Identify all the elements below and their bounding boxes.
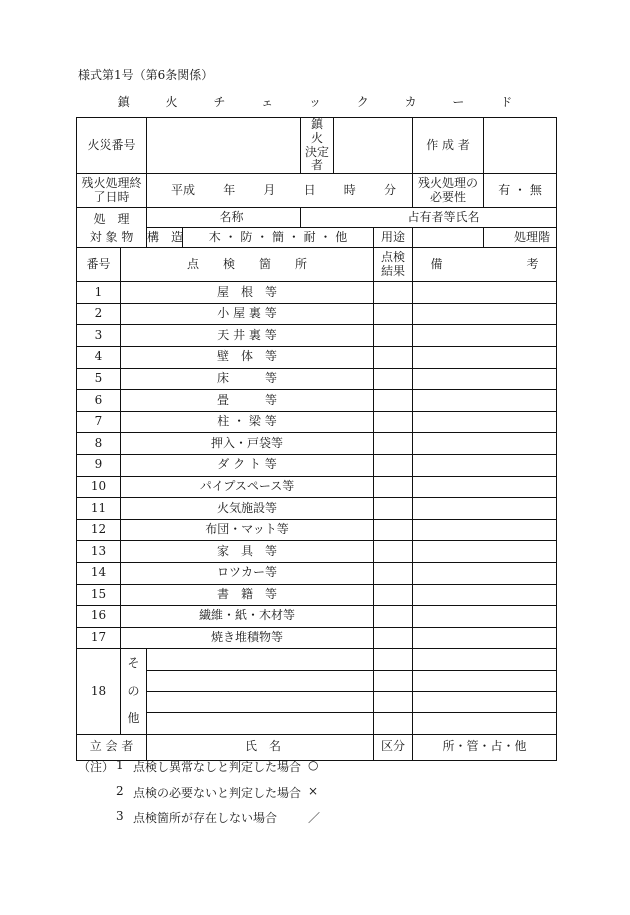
inspection-number: 3 (77, 325, 121, 347)
other-result-field[interactable] (374, 692, 413, 713)
note-text: 点検し異常なしと判定した場合 (133, 760, 302, 774)
inspection-location: 書 籍 等 (121, 584, 374, 606)
other-location-field[interactable] (147, 649, 374, 670)
inspection-remarks-field[interactable] (413, 346, 557, 368)
inspection-row (77, 606, 557, 628)
hour-unit: 時 (343, 182, 356, 197)
other-result-field[interactable] (374, 670, 413, 691)
month-unit: 月 (263, 182, 276, 197)
other-location-field[interactable] (147, 692, 374, 713)
inspection-remarks-field[interactable] (413, 454, 557, 476)
inspection-location: 繊維・紙・木材等 (121, 606, 374, 628)
inspection-remarks-field[interactable] (413, 325, 557, 347)
col-header-location: 点 検 箇 所 (121, 248, 374, 282)
other-location-field[interactable] (147, 670, 374, 691)
inspection-result-field[interactable] (374, 498, 413, 520)
inspection-result-field[interactable] (374, 454, 413, 476)
inspection-remarks-field[interactable] (413, 498, 557, 520)
other-location-field[interactable] (147, 713, 374, 734)
inspection-result-field[interactable] (374, 303, 413, 325)
inspection-remarks-field[interactable] (413, 411, 557, 433)
inspection-row (77, 303, 557, 325)
document-title: 鎮 火 チ ェ ッ ク カ ー ド (117, 95, 529, 109)
inspection-row (77, 627, 557, 649)
inspection-number: 17 (77, 627, 121, 649)
finish-datetime-field[interactable] (147, 174, 413, 208)
note-number: 1 (116, 758, 124, 772)
inspection-number: 15 (77, 584, 121, 606)
use-label: 用途 (374, 228, 413, 248)
occupant-field[interactable] (301, 208, 557, 228)
inspection-location: 畳 等 (121, 390, 374, 412)
inspection-row (77, 346, 557, 368)
necessity-label: 残火処理の 必要性 (413, 174, 484, 208)
inspection-result-field[interactable] (374, 476, 413, 498)
inspection-result-field[interactable] (374, 411, 413, 433)
inspection-result-field[interactable] (374, 390, 413, 412)
inspection-result-field[interactable] (374, 433, 413, 455)
inspection-location: 火気施設等 (121, 498, 374, 520)
structure-label: 構 造 (147, 228, 183, 248)
inspection-number: 7 (77, 411, 121, 433)
floor-label: 処理階 (514, 229, 551, 244)
inspection-remarks-field[interactable] (413, 433, 557, 455)
other-number: 18 (77, 649, 121, 735)
inspection-result-field[interactable] (374, 562, 413, 584)
witness-label: 立 会 者 (77, 734, 147, 760)
inspection-number: 14 (77, 562, 121, 584)
use-field[interactable] (413, 228, 484, 248)
note-text: 点検の必要ないと判定した場合 (133, 786, 302, 800)
inspection-location: 床 等 (121, 368, 374, 390)
inspection-number: 5 (77, 368, 121, 390)
inspection-row (77, 519, 557, 541)
inspection-remarks-field[interactable] (413, 627, 557, 649)
floor-field[interactable] (484, 228, 557, 248)
inspection-number: 11 (77, 498, 121, 520)
inspection-number: 4 (77, 346, 121, 368)
inspection-remarks-field[interactable] (413, 282, 557, 304)
inspection-number: 16 (77, 606, 121, 628)
inspection-row (77, 562, 557, 584)
inspection-remarks-field[interactable] (413, 541, 557, 563)
inspection-number: 13 (77, 541, 121, 563)
extinguish-decider-label: 鎮 火 決定者 (301, 118, 334, 174)
inspection-row (77, 411, 557, 433)
inspection-result-field[interactable] (374, 541, 413, 563)
col-header-result: 点検 結果 (374, 248, 413, 282)
division-options[interactable]: 所・管・占・他 (413, 734, 557, 760)
inspection-row (77, 541, 557, 563)
inspection-location: 焼き堆積物等 (121, 627, 374, 649)
structure-options[interactable]: 木 ・ 防 ・ 簡 ・ 耐 ・ 他 (183, 228, 374, 248)
inspection-result-field[interactable] (374, 346, 413, 368)
witness-name-field[interactable] (147, 734, 374, 760)
inspection-result-field[interactable] (374, 606, 413, 628)
era-text: 平成 (171, 182, 196, 197)
note-number: 2 (116, 784, 124, 798)
fire-number-label: 火災番号 (77, 118, 147, 174)
other-remarks-field[interactable] (413, 692, 557, 713)
inspection-location: ロツカー等 (121, 562, 374, 584)
inspection-number: 6 (77, 390, 121, 412)
inspection-row (77, 282, 557, 304)
inspection-number: 8 (77, 433, 121, 455)
inspection-result-field[interactable] (374, 368, 413, 390)
note-number: 3 (116, 809, 124, 823)
inspection-row (77, 325, 557, 347)
inspection-number: 1 (77, 282, 121, 304)
inspection-location: ダ ク ト 等 (121, 454, 374, 476)
inspection-number: 12 (77, 519, 121, 541)
inspection-number: 10 (77, 476, 121, 498)
inspection-location: 押入・戸袋等 (121, 433, 374, 455)
col-header-remarks: 備 考 (413, 248, 557, 282)
inspection-row (77, 476, 557, 498)
note-mark-circle: ○ (308, 758, 319, 772)
author-label: 作 成 者 (413, 118, 484, 174)
necessity-choice[interactable]: 有 ・ 無 (484, 174, 557, 208)
inspection-result-field[interactable] (374, 519, 413, 541)
occupant-label: 占有者等氏名 (407, 209, 480, 224)
year-unit: 年 (223, 182, 236, 197)
target-object-label: 処 理 対 象 物 (77, 208, 147, 248)
inspection-remarks-field[interactable] (413, 606, 557, 628)
inspection-result-field[interactable] (374, 584, 413, 606)
inspection-row (77, 368, 557, 390)
target-name-field[interactable] (147, 208, 301, 228)
inspection-location: 柱 ・ 梁 等 (121, 411, 374, 433)
inspection-location: 小 屋 裏 等 (121, 303, 374, 325)
inspection-remarks-field[interactable] (413, 519, 557, 541)
fire-number-field[interactable] (147, 118, 301, 174)
witness-name-label: 氏 名 (245, 739, 282, 754)
other-result-field[interactable] (374, 713, 413, 734)
fire-check-card-table (76, 117, 557, 761)
form-number-label: 様式第1号（第6条関係） (78, 68, 214, 82)
inspection-location: パイプスペース等 (121, 476, 374, 498)
finish-datetime-label: 残火処理終 了日時 (77, 174, 147, 208)
inspection-remarks-field[interactable] (413, 390, 557, 412)
inspection-remarks-field[interactable] (413, 584, 557, 606)
note-mark-cross: × (308, 784, 319, 798)
inspection-row (77, 433, 557, 455)
notes-prefix: （注） (78, 760, 115, 774)
name-label: 名称 (219, 209, 244, 224)
author-field[interactable] (484, 118, 557, 174)
col-header-number: 番号 (77, 248, 121, 282)
inspection-location: 屋 根 等 (121, 282, 374, 304)
division-label: 区分 (374, 734, 413, 760)
inspection-number: 9 (77, 454, 121, 476)
inspection-row (77, 454, 557, 476)
note-text: 点検箇所が存在しない場合 (133, 811, 278, 825)
inspection-result-field[interactable] (374, 627, 413, 649)
inspection-number: 2 (77, 303, 121, 325)
inspection-remarks-field[interactable] (413, 368, 557, 390)
other-remarks-field[interactable] (413, 713, 557, 734)
day-unit: 日 (303, 182, 316, 197)
inspection-location: 布団・マット等 (121, 519, 374, 541)
other-label: そ の 他 (121, 649, 147, 735)
inspection-row (77, 498, 557, 520)
inspection-row (77, 584, 557, 606)
inspection-result-field[interactable] (374, 282, 413, 304)
inspection-row (77, 390, 557, 412)
inspection-location: 壁 体 等 (121, 346, 374, 368)
extinguish-decider-field[interactable] (334, 118, 413, 174)
other-remarks-field[interactable] (413, 649, 557, 670)
inspection-location: 家 具 等 (121, 541, 374, 563)
minute-unit: 分 (383, 182, 396, 197)
inspection-location: 天 井 裏 等 (121, 325, 374, 347)
other-remarks-field[interactable] (413, 670, 557, 691)
inspection-result-field[interactable] (374, 325, 413, 347)
inspection-remarks-field[interactable] (413, 476, 557, 498)
other-result-field[interactable] (374, 649, 413, 670)
note-mark-slash: ／ (308, 811, 321, 825)
inspection-remarks-field[interactable] (413, 303, 557, 325)
inspection-remarks-field[interactable] (413, 562, 557, 584)
